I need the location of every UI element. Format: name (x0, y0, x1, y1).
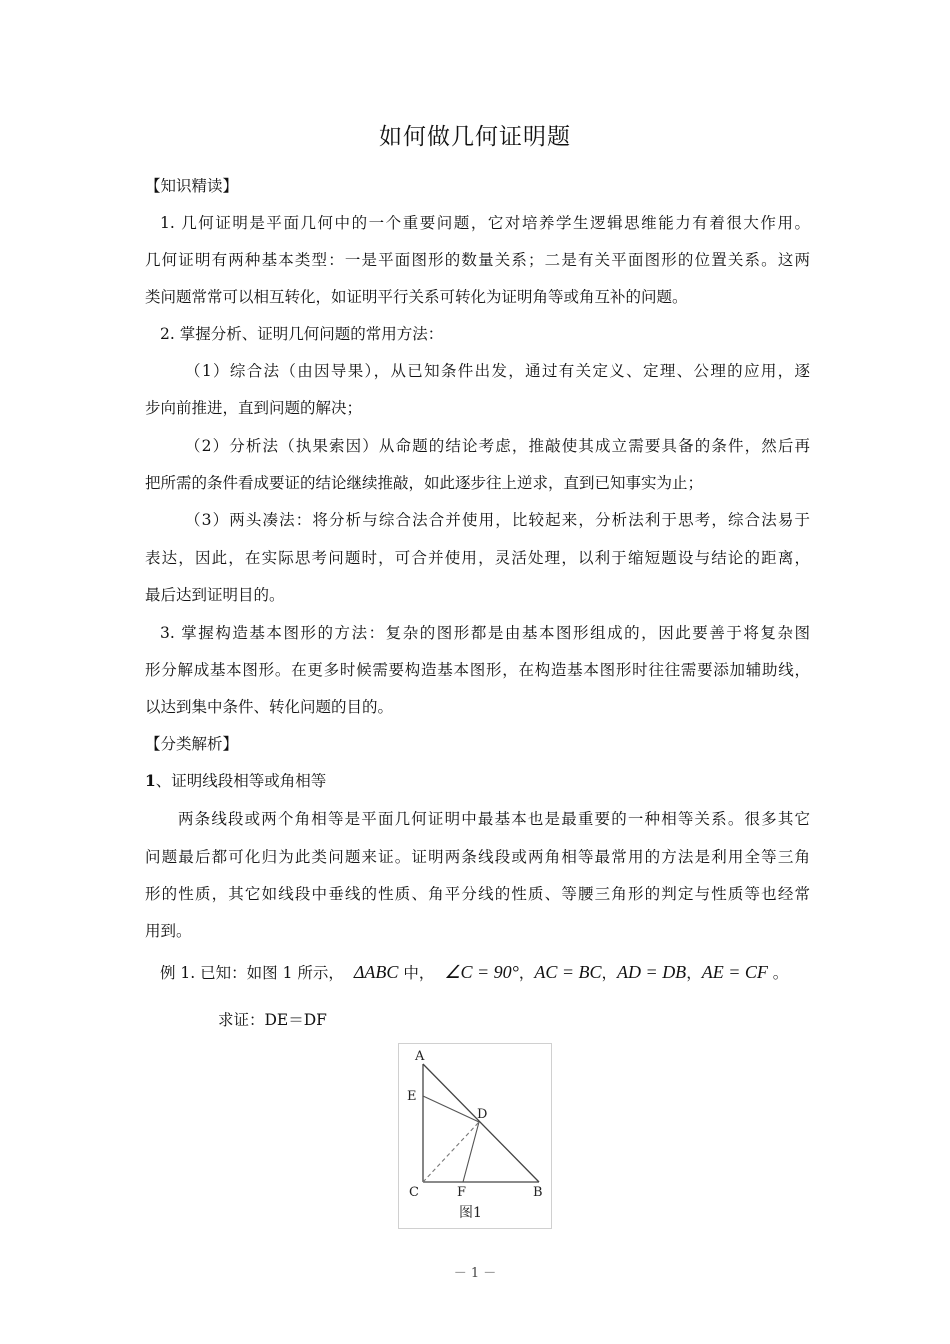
method3-line3: 最后达到证明目的。 (145, 586, 285, 604)
method2-line1: （2）分析法（执果索因）从命题的结论考虑，推敲使其成立需要具备的条件，然后再 (185, 437, 810, 455)
figure-caption: 图1 (459, 1205, 482, 1221)
method1-line2: 步向前推进，直到问题的解决； (145, 399, 363, 417)
example1-prefix: 例 1. 已知：如图 1 所示， (160, 964, 344, 982)
page-number: － 1 － (453, 1266, 497, 1281)
example1-sep1: ， (518, 964, 535, 982)
point2-line1: 2. 掌握分析、证明几何问题的常用方法： (160, 325, 444, 343)
label-a: A (415, 1049, 425, 1064)
method3-line1: （3）两头凑法：将分析与综合法合并使用，比较起来，分析法利于思考，综合法易于 (185, 511, 810, 529)
label-b: B (533, 1185, 543, 1200)
segment-ab (423, 1064, 539, 1182)
subsection1-para-line3: 形的性质，其它如线段中垂线的性质、角平分线的性质、等腰三角形的判定与性质等也经常 (145, 885, 810, 903)
point3-line1: 3. 掌握构造基本图形的方法：复杂的图形都是由基本图形组成的，因此要善于将复杂图 (160, 624, 810, 642)
example1-cond-ac-bc: AC = BC (534, 962, 602, 982)
point1-line1: 1. 几何证明是平面几何中的一个重要问题，它对培养学生逻辑思维能力有着很大作用。 (160, 214, 810, 232)
example1-cond-ae-cf: AE = CF (701, 962, 768, 982)
point3-line3: 以达到集中条件、转化问题的目的。 (145, 698, 394, 716)
section-heading-analysis: 【分类解析】 (145, 735, 239, 753)
point3-line2: 形分解成基本图形。在更多时候需要构造基本图形，在构造基本图形时往往需要添加辅助线， (145, 661, 810, 679)
page-title: 如何做几何证明题 (379, 124, 571, 150)
label-e: E (407, 1089, 417, 1104)
example1-triangle: ΔABC (353, 962, 399, 982)
subsection1-para-line1: 两条线段或两个角相等是平面几何证明中最基本也是最重要的一种相等关系。很多其它 (178, 810, 810, 828)
example1-end: 。 (767, 964, 789, 982)
example1-statement (160, 962, 825, 983)
subsection1-para-line4: 用到。 (145, 922, 192, 940)
example1-zhong: 中， (398, 964, 435, 982)
example1-cond-ad-db: AD = DB (617, 962, 687, 982)
method3-line2: 表达，因此，在实际思考问题时，可合并使用，灵活处理，以利于缩短题设与结论的距离， (145, 549, 810, 567)
geometry-diagram (399, 1044, 551, 1228)
example1-sep3: ， (686, 964, 702, 982)
subsection1-heading (145, 771, 810, 791)
section-heading-knowledge: 【知识精读】 (145, 177, 239, 195)
point1-line2: 几何证明有两种基本类型：一是平面图形的数量关系；二是有关平面图形的位置关系。这两 (145, 251, 810, 269)
method2-line2: 把所需的条件看成要证的结论继续推敲，如此逐步往上逆求，直到已知事实为止； (145, 474, 704, 492)
example1-cond-angle: ∠C = 90° (444, 962, 519, 982)
subsection1-para-line2: 问题最后都可化归为此类问题来证。证明两条线段或两角相等最常用的方法是利用全等三角 (145, 848, 810, 866)
segment-de (423, 1096, 479, 1122)
label-d: D (477, 1107, 488, 1122)
figure-1 (398, 1043, 552, 1229)
method1-line1: （1）综合法（由因导果），从已知条件出发，通过有关定义、定理、公理的应用，逐 (185, 362, 810, 380)
example1-sep2: ， (601, 964, 618, 982)
subsection1-number: 1 (145, 771, 156, 790)
point1-line3: 类问题常常可以相互转化，如证明平行关系可转化为证明角等或角互补的问题。 (145, 288, 688, 306)
subsection1-title: 、证明线段相等或角相等 (155, 772, 327, 790)
example1-prove: 求证：DE＝DF (218, 1011, 327, 1029)
label-f: F (457, 1185, 467, 1200)
label-c: C (409, 1185, 419, 1200)
